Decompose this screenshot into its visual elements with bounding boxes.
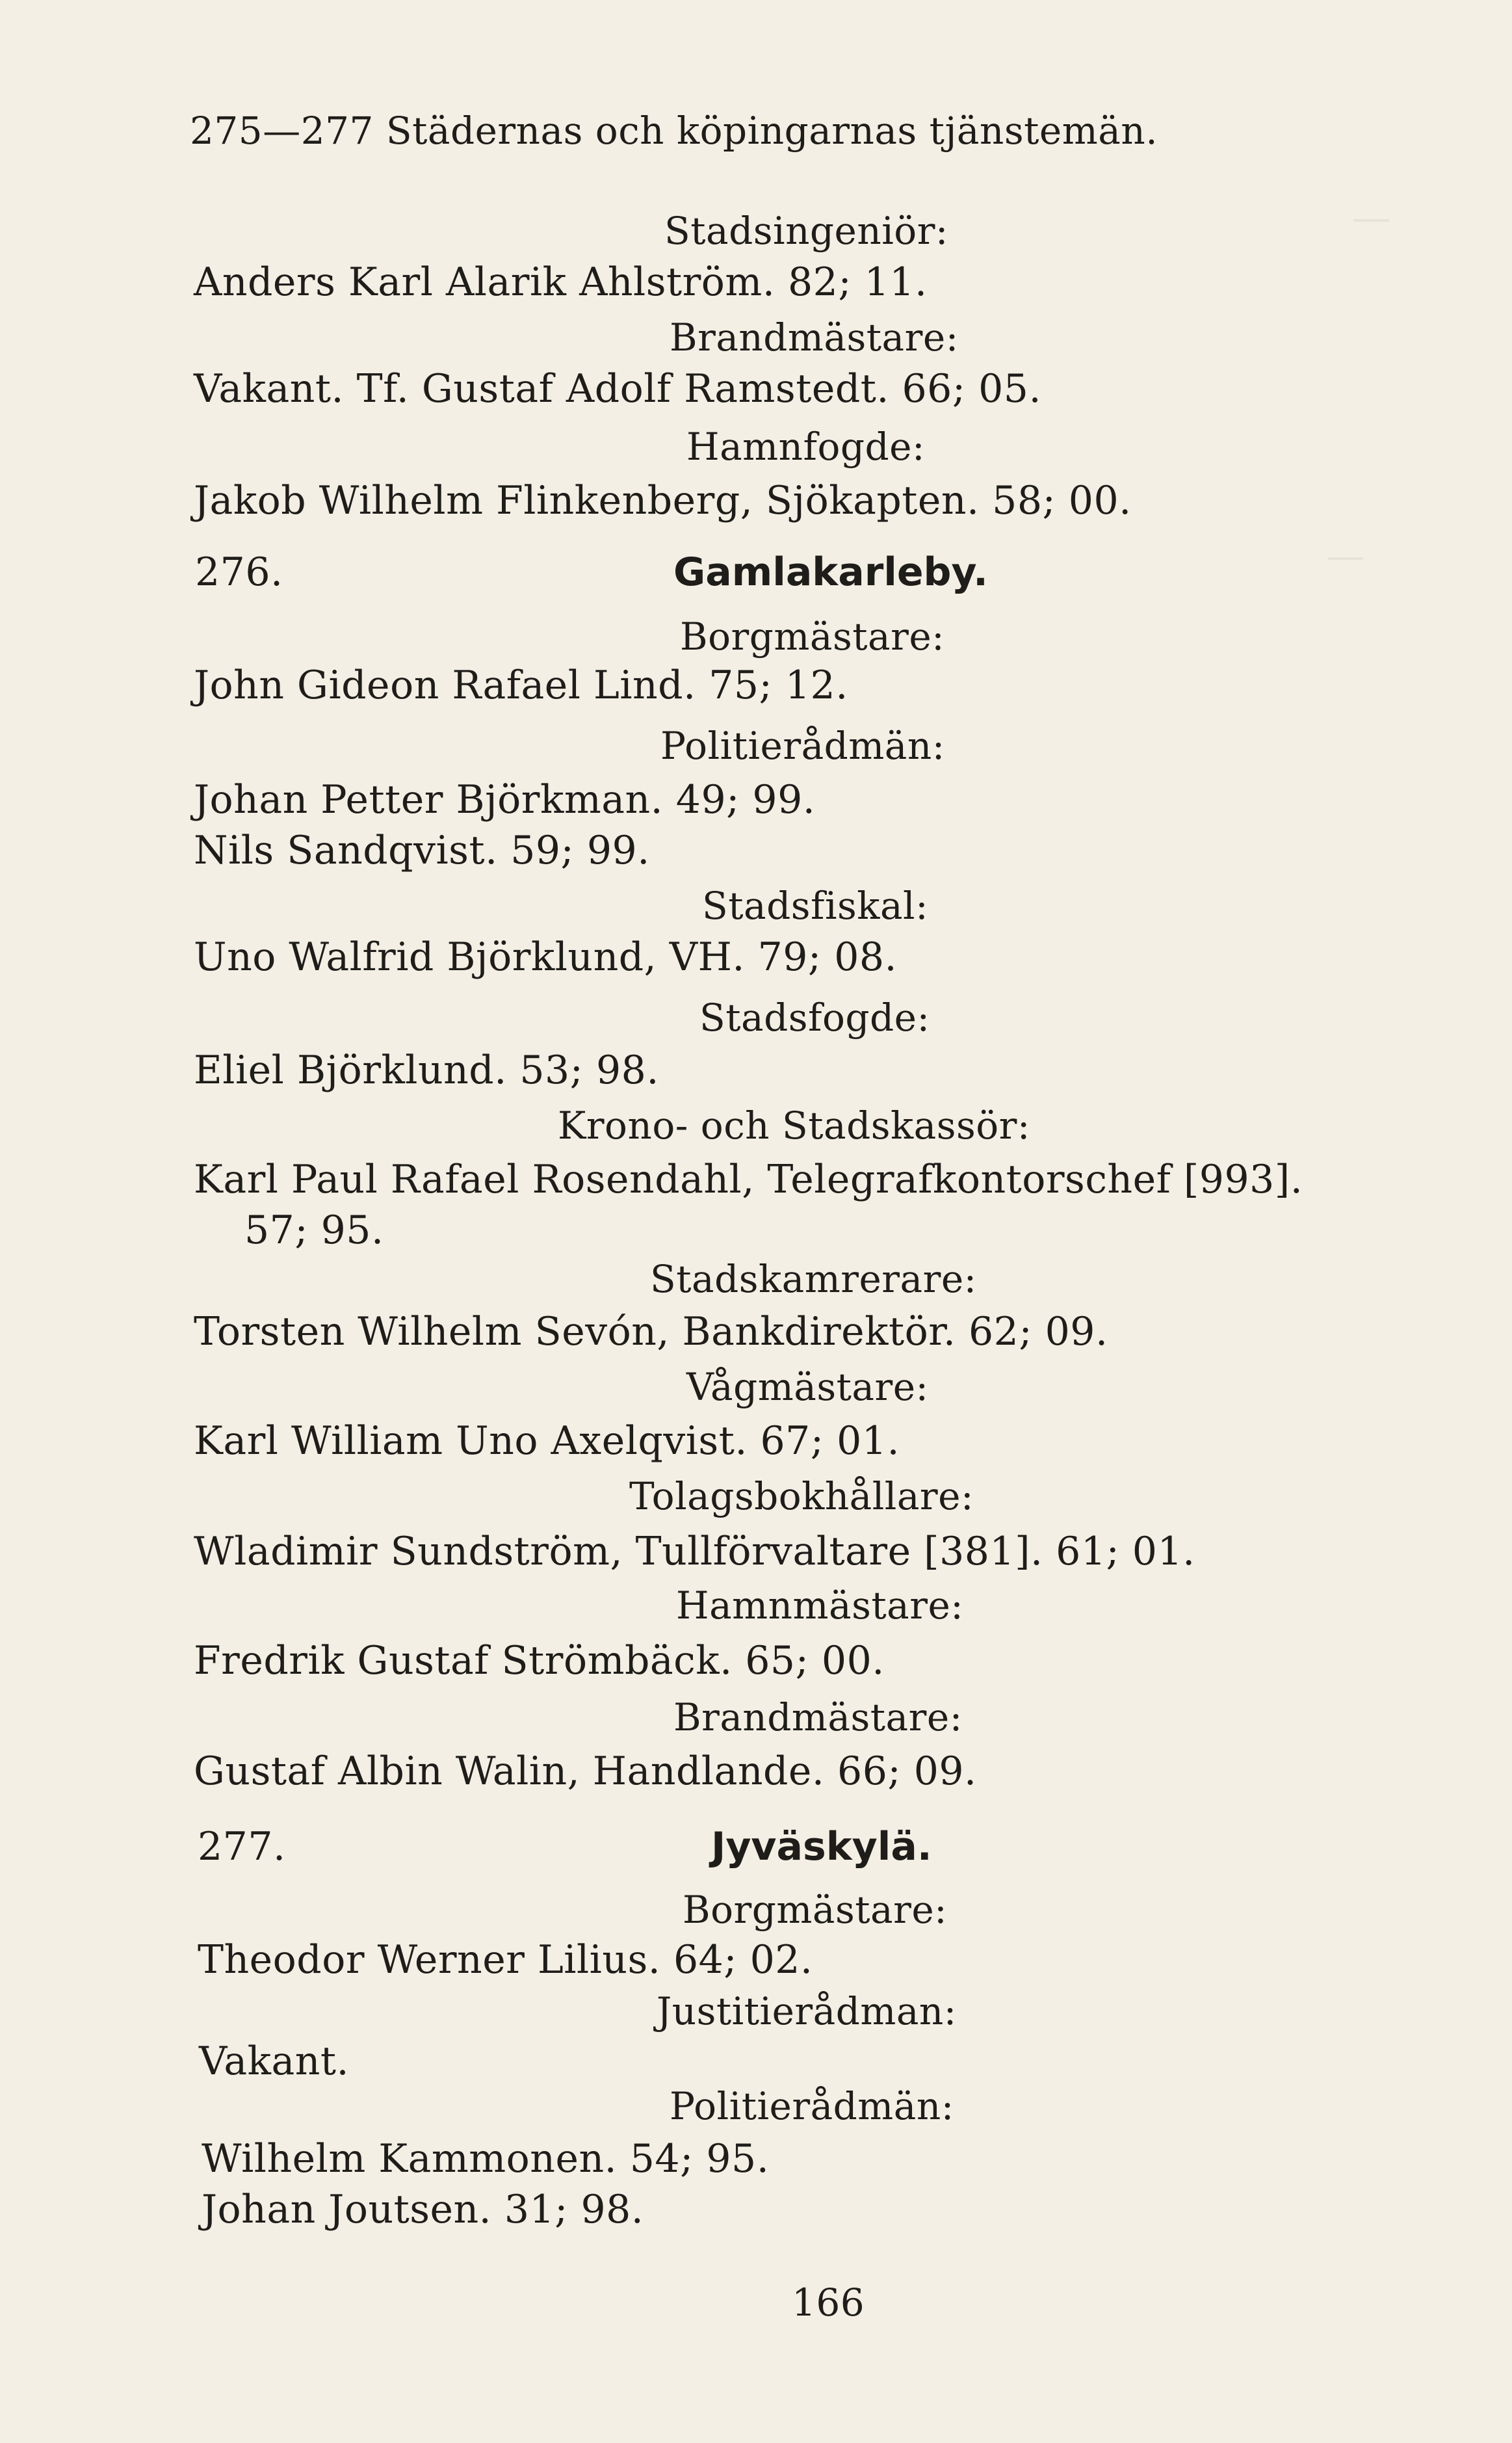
role-heading: Politierådmän: bbox=[660, 724, 945, 768]
role-heading: Vågmästare: bbox=[686, 1365, 929, 1409]
official-entry: Fredrik Gustaf Strömbäck. 65; 00. bbox=[194, 1638, 885, 1684]
official-entry: Johan Petter Björkman. 49; 99. bbox=[194, 777, 816, 823]
city-number: 276. bbox=[195, 549, 283, 595]
official-entry: Anders Karl Alarik Ahlström. 82; 11. bbox=[194, 259, 928, 305]
role-heading: Brandmästare: bbox=[670, 315, 959, 360]
official-entry: Wilhelm Kammonen. 54; 95. bbox=[202, 2136, 770, 2182]
official-entry: Karl William Uno Axelqvist. 67; 01. bbox=[194, 1418, 900, 1464]
official-entry: Nils Sandqvist. 59; 99. bbox=[194, 828, 650, 873]
official-entry: Johan Joutsen. 31; 98. bbox=[202, 2187, 644, 2232]
official-entry: Jakob Wilhelm Flinkenberg, Sjökapten. 58; 00. bbox=[194, 478, 1132, 523]
page-number: 166 bbox=[792, 2280, 865, 2325]
official-entry: Torsten Wilhelm Sevón, Bankdirektör. 62; 09. bbox=[194, 1309, 1108, 1354]
city-name: Gamlakarleby. bbox=[673, 549, 988, 595]
official-entry: Theodor Werner Lilius. 64; 02. bbox=[198, 1937, 813, 1983]
role-heading: Hamnmästare: bbox=[676, 1583, 964, 1628]
role-heading: Justitierådman: bbox=[657, 1989, 957, 2033]
role-heading: Borgmästare: bbox=[680, 614, 945, 659]
official-entry: Vakant. bbox=[199, 2039, 350, 2084]
official-entry: Uno Walfrid Björklund, VH. 79; 08. bbox=[194, 934, 898, 980]
official-entry-continuation: 57; 95. bbox=[244, 1208, 384, 1253]
official-entry: John Gideon Rafael Lind. 75; 12. bbox=[194, 663, 848, 708]
role-heading: Borgmästare: bbox=[683, 1888, 948, 1932]
role-heading: Stadsfogde: bbox=[699, 996, 930, 1040]
official-entry: Vakant. Tf. Gustaf Adolf Ramstedt. 66; 05. bbox=[194, 366, 1042, 412]
role-heading: Stadskamrerare: bbox=[650, 1257, 977, 1301]
role-heading: Politierådmän: bbox=[670, 2084, 954, 2128]
page-header: 275—277 Städernas och köpingarnas tjänstemän. bbox=[190, 109, 1158, 153]
role-heading: Stadsingeniör: bbox=[664, 209, 948, 253]
bleed-through-mark: — bbox=[1326, 533, 1365, 579]
city-number: 277. bbox=[198, 1824, 286, 1869]
role-heading: Tolagsbokhållare: bbox=[629, 1474, 974, 1518]
role-heading: Krono- och Stadskassör: bbox=[558, 1103, 1030, 1148]
role-heading: Stadsfiskal: bbox=[702, 884, 929, 928]
city-name: Jyväskylä. bbox=[711, 1824, 932, 1869]
official-entry: Karl Paul Rafael Rosendahl, Telegrafkontorschef [993]. bbox=[194, 1157, 1303, 1202]
official-entry: Wladimir Sundström, Tullförvaltare [381]. 61; 01. bbox=[194, 1529, 1195, 1574]
official-entry: Gustaf Albin Walin, Handlande. 66; 09. bbox=[194, 1749, 977, 1794]
role-heading: Hamnfogde: bbox=[686, 425, 926, 469]
bleed-through-mark: — bbox=[1352, 195, 1391, 241]
role-heading: Brandmästare: bbox=[673, 1695, 963, 1739]
official-entry: Eliel Björklund. 53; 98. bbox=[194, 1048, 659, 1093]
